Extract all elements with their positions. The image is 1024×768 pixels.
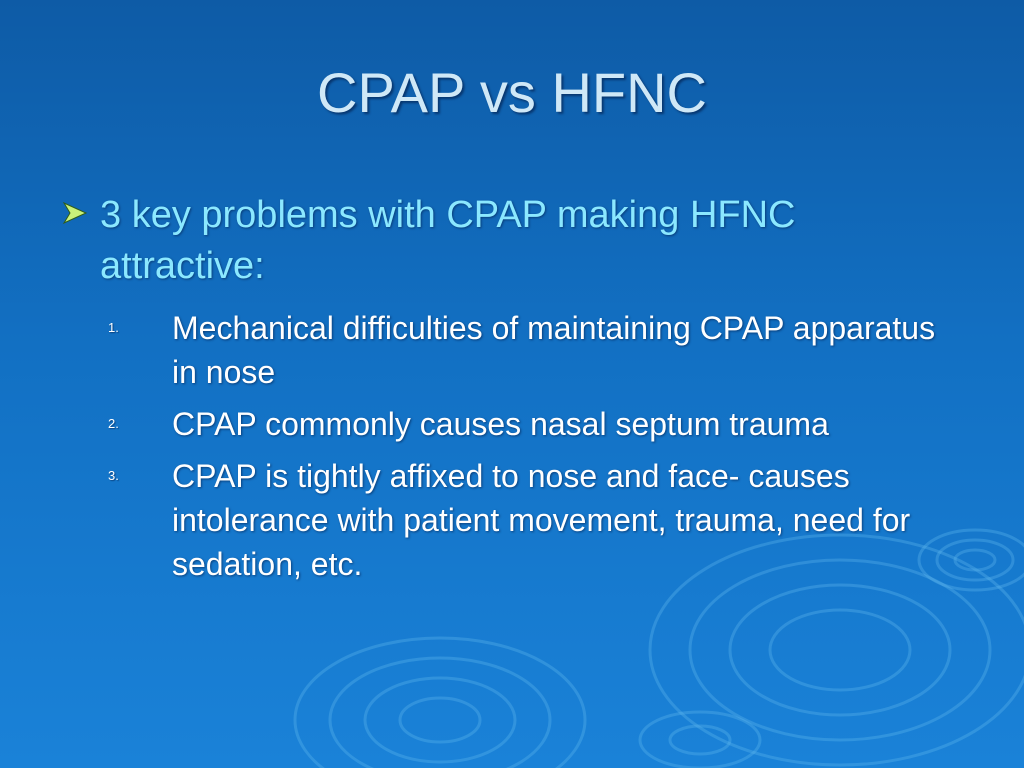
list-item-text: CPAP is tightly affixed to nose and face- causes intolerance with patient movement, trauma, need for sedation, etc. [172, 458, 911, 582]
list-item [108, 402, 948, 446]
list-item-number: 2. [108, 416, 119, 431]
main-bullet-text: 3 key problems with CPAP making HFNC attractive: [100, 194, 796, 287]
arrow-bullet-icon [62, 200, 88, 226]
list-item [108, 454, 948, 586]
slide-title: CPAP vs HFNC [317, 61, 707, 124]
list-item-number: 1. [108, 320, 119, 335]
list-item-text: CPAP commonly causes nasal septum trauma [172, 406, 829, 442]
numbered-list [108, 306, 948, 594]
list-item [108, 306, 948, 394]
list-item-number: 3. [108, 468, 119, 483]
list-item-text: Mechanical difficulties of maintaining CPAP apparatus in nose [172, 310, 936, 390]
